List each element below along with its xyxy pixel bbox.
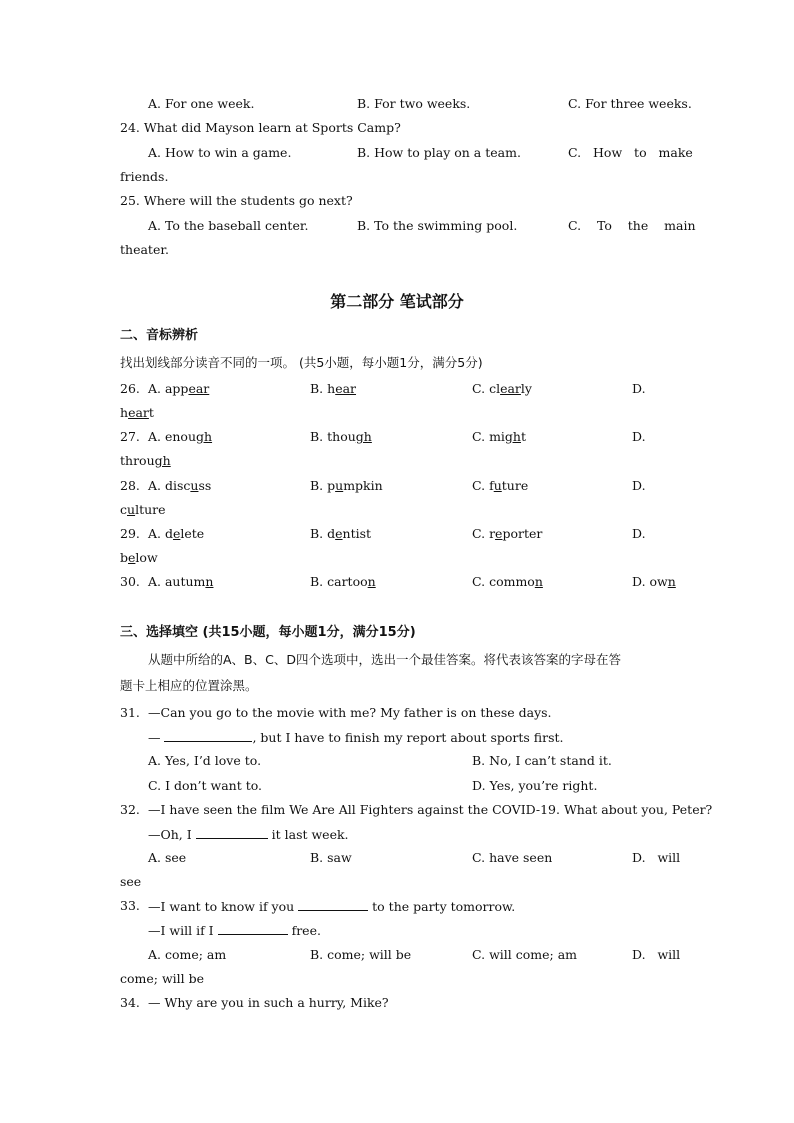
q30-number: 30.: [120, 574, 140, 589]
q30-option-d: D. own: [632, 574, 676, 589]
q27-option-b: B. though: [310, 429, 372, 444]
section3-heading: 三、选择填空 (共15小题，每小题1分，满分15分): [120, 625, 416, 640]
q33-option-a: A. come; am: [148, 947, 227, 962]
q29-option-a: A. delete: [148, 526, 205, 541]
q26-option-a: A. appear: [148, 381, 210, 396]
q28-option-d-label: D.: [632, 478, 646, 493]
q27-option-d-label: D.: [632, 429, 646, 444]
q29-option-b: B. dentist: [310, 526, 372, 541]
q26-option-d-label: D.: [632, 381, 646, 396]
q24-option-a: A. How to win a game.: [148, 145, 292, 160]
section2-heading: 二、音标辨析: [120, 328, 199, 343]
q34-number: 34.: [120, 995, 140, 1010]
q32-option-d-continued: see: [120, 874, 142, 889]
q30-option-c: C. common: [472, 574, 543, 589]
q25-option-b: B. To the swimming pool.: [357, 218, 518, 233]
q31-option-c: C. I don’t want to.: [148, 778, 263, 793]
q28-option-b: B. pumpkin: [310, 478, 383, 493]
q32-line1: —I have seen the film We Are All Fighters against the COVID-19. What about you, Peter?: [148, 802, 713, 817]
section3-instruction-line2: 题卡上相应的位置涂黑。: [120, 678, 258, 693]
q24-option-c: C. How to make: [568, 145, 693, 160]
q31-number: 31.: [120, 705, 140, 720]
q33-option-b: B. come; will be: [310, 947, 412, 962]
q33-option-c: C. will come; am: [472, 947, 577, 962]
q33-line1: —I want to know if you to the party tomorrow.: [148, 899, 516, 914]
q25-option-c-continued: theater.: [120, 242, 169, 257]
q29-option-d-word: below: [120, 550, 158, 565]
q30-option-a: A. autumn: [148, 574, 214, 589]
q31-line2: — , but I have to finish my report about sports first.: [148, 730, 564, 745]
q25-option-a: A. To the baseball center.: [148, 218, 309, 233]
q32-option-c: C. have seen: [472, 850, 553, 865]
q23-option-b: B. For two weeks.: [357, 96, 471, 111]
q27-number: 27.: [120, 429, 140, 444]
part2-title: 第二部分 笔试部分: [330, 292, 464, 311]
q24-option-b: B. How to play on a team.: [357, 145, 521, 160]
q29-option-c: C. reporter: [472, 526, 543, 541]
q33-option-d-continued: come; will be: [120, 971, 205, 986]
q33-number: 33.: [120, 898, 140, 913]
section3-instruction-line1: 从题中所给的A、B、C、D四个选项中，选出一个最佳答案。将代表该答案的字母在答: [148, 652, 621, 667]
q29-option-d-label: D.: [632, 526, 646, 541]
q25-option-c: C. To the main: [568, 218, 696, 233]
q28-option-c: C. future: [472, 478, 529, 493]
q33-answer-blank-2: [218, 922, 288, 935]
q28-option-d-word: culture: [120, 502, 166, 517]
q32-line2: —Oh, I it last week.: [148, 827, 349, 842]
q27-option-c: C. might: [472, 429, 527, 444]
q26-option-b: B. hear: [310, 381, 357, 396]
q32-answer-blank: [196, 826, 268, 839]
q24-option-c-continued: friends.: [120, 169, 169, 184]
q33-option-d: D. will: [632, 947, 681, 962]
q31-option-d: D. Yes, you’re right.: [472, 778, 598, 793]
q33-answer-blank-1: [298, 898, 368, 911]
q32-number: 32.: [120, 802, 140, 817]
q31-option-b: B. No, I can’t stand it.: [472, 753, 612, 768]
q25-stem: 25. Where will the students go next?: [120, 193, 353, 208]
q32-option-a: A. see: [148, 850, 187, 865]
q31-option-a: A. Yes, I’d love to.: [148, 753, 262, 768]
q26-option-d-word: heart: [120, 405, 154, 420]
section2-instruction: 找出划线部分读音不同的一项。 (共5小题，每小题1分，满分5分): [120, 355, 483, 370]
q23-option-a: A. For one week.: [148, 96, 255, 111]
q32-option-b: B. saw: [310, 850, 352, 865]
q28-number: 28.: [120, 478, 140, 493]
q31-line1: —Can you go to the movie with me? My father is on these days.: [148, 705, 552, 720]
q30-option-b: B. cartoon: [310, 574, 376, 589]
q26-option-c: C. clearly: [472, 381, 532, 396]
q24-stem: 24. What did Mayson learn at Sports Camp?: [120, 120, 401, 135]
q34-line1: — Why are you in such a hurry, Mike?: [148, 995, 389, 1010]
q27-option-d-word: through: [120, 453, 171, 468]
q27-option-a: A. enough: [148, 429, 213, 444]
q31-answer-blank: [164, 729, 252, 742]
q33-line2: —I will if I free.: [148, 923, 321, 938]
q29-number: 29.: [120, 526, 140, 541]
q32-option-d: D. will: [632, 850, 681, 865]
q26-number: 26.: [120, 381, 140, 396]
q28-option-a: A. discuss: [148, 478, 212, 493]
q23-option-c: C. For three weeks.: [568, 96, 692, 111]
